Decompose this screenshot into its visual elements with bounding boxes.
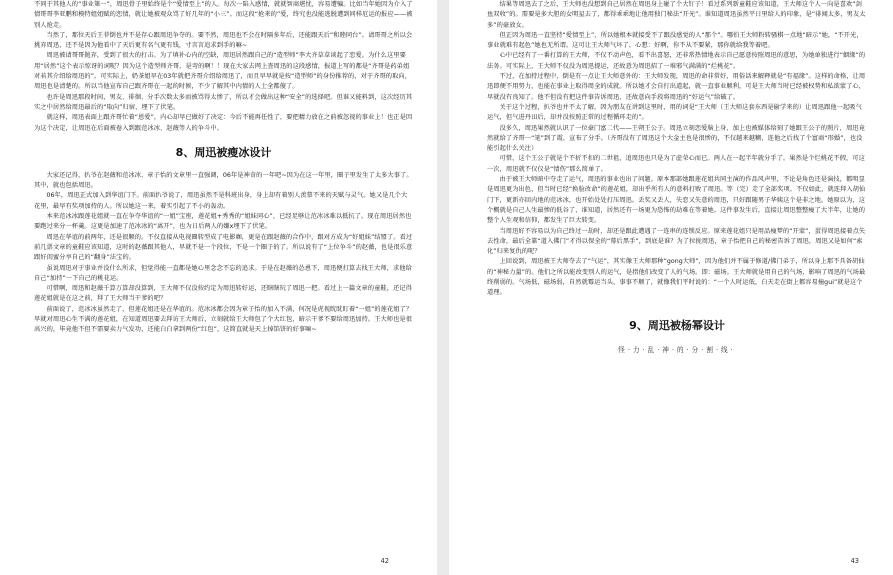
- body-paragraph: 心中已经有了一番打算的王大师，不仅不动声色，看不出喜怒，还非常热情地表示自己愿意按照周迅的意思，为她单独进行“姻缘”的法务。可实际上，王大师不仅没为周迅提运，还故意为周迅招了一堆邪气满满的“烂桃花”。: [487, 52, 866, 70]
- body-paragraph: 结果等周迅去了之后，王大师也没想到自己居然在周迅身上碰了个大钉子！看过系列新童鞋应该知道，王大师这个人一向是喜欢“剑鱼双收”的。需要是多大胆的女明星去了，都得乖乖地让他用独门秘法“开光”。谁知道周迅虽然平日里给人的印象，是“徘闻太多，男友太多”的豪放女。: [487, 1, 866, 29]
- section-divider: 怪·力·乱·神·的·分·割·线·: [618, 345, 736, 354]
- body-paragraph: 上回说到，周迅被王大师夺去了“气运”，其实像王大师那种“gong大师”，因为他们并不属于修道/佛门弟子，所以身上那不具备胡仙的“神秘力量”的。他们之所以能改变别人的运气，是指他们改变了人的气场。即：磁场。王大师就是用自己的气场，影响了周迅的气场最终削弱的。气场低，磁场弱，自然就霉运当头，事事不顺了，就像我们平时说的：“一个人时运低，白天走在街上都容易撞gui”就是这个道理。: [487, 258, 866, 297]
- body-paragraph: 由于被王大师暗中夺走了运气，周迅的事业也出了问题。原本那部她跟莲花姐共同主演的作品风声里，不论是角色还是演技，都明显是周迅更为出色，但当时已经“换脸改命”的莲花姐，却出乎所有人的意料打败了周迅。等（完）走了全部奖项。不仅如此，就连拜入胡仙门下，更新亦回内地的范冰冰，也开始处处打压周迅。丢奖又丢人，失恋又失意的周迅，只好跟随男子华姨这个是非之地。她原以为，这个概就是自己人生最惨的低谷了，谁知道，居然还有一场更为恐怖的劫难在等着她。这件事发生后，直接让周迅整整瘦了大半年，让她的整个人生观和信仰，都发生了巨大转变。: [487, 176, 866, 225]
- body-paragraph: 可惜，这个王公子就是个不折不扣的二世祖，追周迅也只是为了虚荣心而已。两人在一起半年就分手了。果然是个烂桃花不假，可这一次，周迅就不仅仅是“情伤”那么简单了。: [487, 155, 865, 173]
- body-paragraph: 不同于其他人的“事业第一”，周迅骨子里始终是个“爱情至上”的人。每次一陷入感情，就就智商堪忧，容易遭骗。比如当年她因为介入了情哥哥李亚鹏和模特姐姐赋的恋情，就让她被观众骂了好几年的“小三”。而这段“抢来的”爱，终究也没能逃脱遭到同样厄运的报应——被别人抢走。: [34, 1, 413, 29]
- body-paragraph: 关于这个过程，扒爷也并不太了解，因为朋友在讲到这里时，用的词是“王大师（王大师这套东西是偷学来的）让周迅跟他一起吸气运气，但气进丹田后，却并没按照正常的过程循环走的”。: [487, 103, 862, 122]
- page-number-right: 43: [850, 557, 859, 565]
- left-paragraphs-after: [34, 171, 413, 336]
- chapter-heading-9: 9、周迅被杨幂设计: [629, 318, 725, 332]
- right-paragraphs-before: [487, 0, 867, 299]
- body-paragraph: 周迅在华谊的前两年，还是很顺的。不仅直接从电视圈转型成了电影咖，更是在跟赵薇的合作中，跟对方成为“好姐妹”结盟了。看过前几票文章的童鞋应该知道，这时的赵薇跟其他人，早就不是一个段位，不是一个圈子的了。所以说有了“上位争斗”的赵薇，也是很乐意跟好闺蜜分享自己的“翻身”法宝的。: [34, 233, 413, 262]
- left-paragraphs-before: [34, 0, 413, 134]
- body-paragraph: 周迅被请哥哥抛弃，受到了很大的打击。为了填补心内的空缺，周迅居然跟自己的“造型师”李大齐草草谈起了恋爱。为什么这里要用“居然”这个表示惊讶的词呢？因为这个造型师齐哥，是弯的啊！！现在大家去网上查周迅的这段感情，报道上写的都是“齐哥是药弟姐对若其介绍给周迅的”。可实际上，奶茶姐早在03年就把齐哥介绍给周迅了，而且早早就是按“造型师”的身份推荐的，对于齐哥的取向，周迅也是清楚的。所以当他宣布自己跟齐哥在一起的时候，不少了解其中内情的人士全都傻了。: [34, 52, 412, 91]
- body-paragraph: 也许是周迅那段时间，男友、徘徊、分手次数太多而被骂得太惨了，所以才会做出这种“安全”的选择吧。但谁又能料到，这次经历其实之中居然给周迅最后的“取向”归宿，埋下了伏笔。: [34, 93, 413, 111]
- body-paragraph: 06年，周迅正式加入到华谊门下。前面扒爷说了，周迅虽然不是科班出身，身上却有着别人羡慕不来的天赋与灵气。她又是几个大花里，最早有奖项加持的人。所以她这一来，着实引起了不小的轰动。: [34, 192, 408, 210]
- page-right: [449, 0, 893, 575]
- page-number-left: 42: [380, 557, 389, 565]
- page-left: [0, 0, 437, 575]
- body-paragraph: 就这样，周迅表面上跟齐哥忙着“恩爱”，内心却早已做好了决定：今后不能再任性了，要把精力放在之前被忽视的事业上！也正是因为这个决定，让周迅在后面被卷入到跟范冰冰、赵薇等人的争斗中。: [34, 114, 413, 132]
- body-paragraph: 可惜啊，周迅和赵薇千算万算却没算到，王大师不仅没按约定为周迅转好运，还瞎瞎玩了周迅一把。看过上一篇文章的童鞋，还记得莲花姐就是在这之前，拜了王大师当干爹的吧？: [34, 285, 412, 303]
- body-paragraph: 当周迅好不容易以为自己终过一劫时，却还是跟此遭遇了一连串的连锁反应。原来莲花姐只是用品瘦梦的“开蒙”，蛋得周迅接着点失去性命，最后全靠“道入佛门”才得以保全的“幕后黑手”，到底是谁？为了拉拢周迅，章子怡把自己的秘密告诉了周迅，周迅又是如何“索化”归来复仇的呢？: [487, 227, 866, 256]
- body-paragraph: 没多久，周迅果然就认识了一位豪门富二代——王朔王公子。周迅立刻恋爱脑上身，加上也被媒体给刻了她跟王公子的照片，周迅竟然就给了齐哥一“笔”到了霞，宣布了分手。（齐哥没有了周迅这个大金主也是很惨的，不仅越来越糊，连他之后找了个富商“形婚”，也没能引起什么关注）: [487, 124, 865, 153]
- body-paragraph: 当然了，那位天后王菲倒也并不是存心跟周迅争夺的。要不然，周迅也不会在时隔多年后，还能跟天后“和睦同台”。请哥哥之所以会挑弃周迅，还不是因为他看中了天后更有名气更有钱，寸言言追求到手的嘛~: [34, 31, 413, 50]
- chapter-heading-8: 8、周迅被瘦冰设计: [175, 145, 272, 159]
- body-paragraph: 本来范冰冰跟莲花姐就一直在争夺华谊的“一姐”宝座，莲花姐+秀秀的“姐妹同心”，已经足够让范冰冰难以抵抗了。现在周迅居然也要跑过来分一杯羹。这更是加速了范冰冰的“离开”，也为日后两人的嫌x埋下了伏笔。: [34, 213, 412, 231]
- body-paragraph: 但正因为周迅一直坚持“爱情至上”，所以她根本就接受不了跟没感觉的人“那个”。哪怕王大师粉转骚棋一点地“暗示”她，“不开光，事业就难有起色”她也无所谓。这可让王大师气坏了，心想：好啊，你不从不要紧，那你就给我等着吧。: [487, 31, 863, 50]
- body-paragraph: 大家还记得，扒爷在赵薇和范冰冰、章子怡的文章里一直强调，06年是神奇的一年吧~因为在这一年里，圈子里发生了太多大事了。其中，就也包括周迅。: [34, 171, 413, 190]
- body-paragraph: 不过，在加持过程中，倒是有一点让王大师意外的：王大师发现，周迅的命非常好，用俗话来解释就是“有福缘”。这样的命格，让周迅即便不用努力，也能在事业上取得周全的成就。所以她才会自打出道起，就一直事业顺利，可是王大师当时已经被权势和私欲蒙了心，早就没有良知了。他不但没有把这件事告诉周迅，还故意向手段将周迅的“好运气”给破了。: [487, 73, 866, 101]
- page-gutter: [437, 0, 449, 575]
- body-paragraph: 虽说周迅对于事业并没什么所求，但觉得能一直都是她心里念念不忘的追求。于是在赵薇的怂恿下，周迅便打算去找王大师，求他给自己“加持”一下自己的桃花运。: [34, 264, 412, 282]
- body-paragraph: 前面说了，范冰冰虽然走了，但莲花姐还是在华谊的。范冰冰都会因为章子怡的加入不满，何况是虎视眈眈盯着“一姐”的莲花姐了？早就对周迅心生不满的莲花姐，在知道周迅要去拜访王大师后，立刻就给王大师包了个大红包，暗示干爹不要给周迅加持。王大师也是很高兴的，毕竟他不但不需要卖力气发功，还能白白拿到两份“红包”，这简直就是天上掉馅饼的好事嘛~: [34, 305, 413, 334]
